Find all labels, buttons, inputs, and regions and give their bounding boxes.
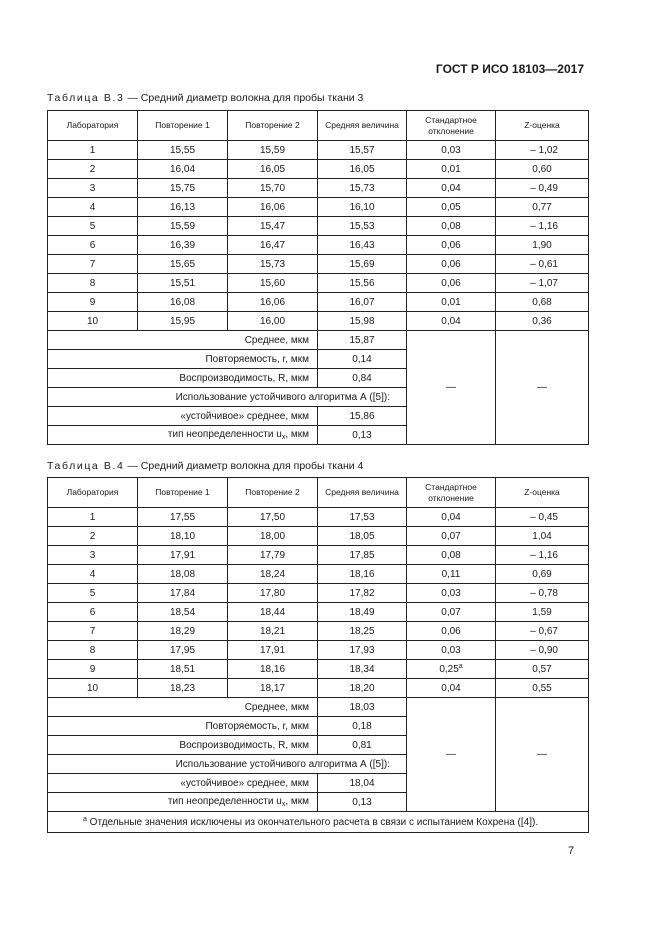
cell-rep1: 18,08 [138, 565, 228, 584]
table-row [48, 198, 589, 217]
col-header-rep1: Повторение 1 [138, 478, 228, 508]
cell-rep1: 16,39 [138, 236, 228, 255]
cell-sd: 0,04 [407, 679, 496, 698]
cell-rep2: 17,91 [228, 641, 318, 660]
cell-rep2: 15,70 [228, 179, 318, 198]
summary-mean-value: 18,03 [318, 698, 407, 717]
summary-mean-label: Среднее, мкм [48, 698, 318, 717]
table-b3-caption [47, 92, 363, 104]
cell-rep1: 15,59 [138, 217, 228, 236]
cell-sd: 0,25$^a$ [407, 660, 496, 679]
cell-z: – 0,78 [496, 584, 589, 603]
cell-rep1: 15,75 [138, 179, 228, 198]
cell-rep2: 16,06 [228, 198, 318, 217]
cell-rep1: 15,95 [138, 312, 228, 331]
cell-sd: 0,04 [407, 508, 496, 527]
cell-z: – 1,07 [496, 274, 589, 293]
cell-sd: 0,07 [407, 527, 496, 546]
table-header-row [48, 478, 589, 508]
cell-mean: 15,98 [318, 312, 407, 331]
cell-sd: 0,05 [407, 198, 496, 217]
cell-rep1: 17,95 [138, 641, 228, 660]
table-row [48, 622, 589, 641]
cell-lab: 4 [48, 565, 138, 584]
cell-mean: 18,49 [318, 603, 407, 622]
cell-sd: 0,06 [407, 255, 496, 274]
cell-rep2: 18,21 [228, 622, 318, 641]
summary-reproducibility-label: Воспроизводимость, R, мкм [48, 736, 318, 755]
cell-rep2: 15,59 [228, 141, 318, 160]
summary-robust-mean-value: 18,04 [318, 774, 407, 793]
summary-sd-dash: — [407, 698, 496, 812]
summary-row-mean [48, 698, 589, 717]
cell-rep2: 15,60 [228, 274, 318, 293]
cell-mean: 18,34 [318, 660, 407, 679]
cell-rep1: 18,10 [138, 527, 228, 546]
cell-sd: 0,06 [407, 274, 496, 293]
cell-lab: 6 [48, 236, 138, 255]
table-row [48, 274, 589, 293]
summary-repeatability-value: 0,14 [318, 350, 407, 369]
footnote [48, 812, 589, 833]
cell-mean: 18,16 [318, 565, 407, 584]
table-row [48, 546, 589, 565]
summary-repeatability-label: Повторяемость, r, мкм [48, 717, 318, 736]
footnote-row [48, 812, 589, 833]
col-header-lab: Лаборатория [48, 478, 138, 508]
cell-z: – 1,16 [496, 546, 589, 565]
col-header-mean: Средняя величина [318, 111, 407, 141]
table-row [48, 236, 589, 255]
cell-lab: 8 [48, 641, 138, 660]
cell-mean: 15,56 [318, 274, 407, 293]
cell-rep1: 15,65 [138, 255, 228, 274]
summary-reproducibility-value: 0,81 [318, 736, 407, 755]
cell-mean: 18,20 [318, 679, 407, 698]
cell-rep2: 16,47 [228, 236, 318, 255]
cell-z: 0,77 [496, 198, 589, 217]
cell-lab: 9 [48, 660, 138, 679]
cell-rep2: 16,06 [228, 293, 318, 312]
summary-uncertainty-label: тип неопределенности $u_x$, мкм [48, 793, 318, 812]
footnote-text: Отдельные значения исключены из окончательного расчета в связи с испытанием Кохрена ([4]). [86, 817, 539, 828]
cell-lab: 7 [48, 255, 138, 274]
cell-lab: 10 [48, 679, 138, 698]
summary-robust-mean-value: 15,86 [318, 407, 407, 426]
cell-lab: 9 [48, 293, 138, 312]
summary-z-dash: — [496, 698, 589, 812]
footnote-ref-mark: a [458, 663, 463, 670]
cell-sd: 0,06 [407, 236, 496, 255]
table-row [48, 312, 589, 331]
cell-rep2: 18,24 [228, 565, 318, 584]
cell-rep2: 18,17 [228, 679, 318, 698]
cell-rep2: 17,79 [228, 546, 318, 565]
cell-sd: 0,04 [407, 179, 496, 198]
cell-sd: 0,11 [407, 565, 496, 584]
cell-sd: 0,01 [407, 160, 496, 179]
cell-mean: 15,69 [318, 255, 407, 274]
col-header-z: Z-оценка [496, 111, 589, 141]
cell-rep1: 17,84 [138, 584, 228, 603]
col-header-rep2: Повторение 2 [228, 478, 318, 508]
cell-mean: 15,57 [318, 141, 407, 160]
cell-rep2: 18,00 [228, 527, 318, 546]
cell-rep1: 16,13 [138, 198, 228, 217]
cell-rep2: 15,47 [228, 217, 318, 236]
summary-z-dash: — [496, 331, 589, 445]
table-row [48, 527, 589, 546]
summary-robust-mean-label: «устойчивое» среднее, мкм [48, 407, 318, 426]
col-header-sd: Стандартное отклонение [407, 478, 496, 508]
cell-lab: 5 [48, 217, 138, 236]
cell-mean: 18,25 [318, 622, 407, 641]
cell-mean: 17,85 [318, 546, 407, 565]
cell-lab: 10 [48, 312, 138, 331]
cell-rep2: 18,16 [228, 660, 318, 679]
table-row [48, 641, 589, 660]
cell-sd: 0,08 [407, 546, 496, 565]
cell-z: 1,04 [496, 527, 589, 546]
summary-sd-dash: — [407, 331, 496, 445]
table-row [48, 217, 589, 236]
cell-lab: 4 [48, 198, 138, 217]
summary-repeatability-value: 0,18 [318, 717, 407, 736]
cell-rep1: 17,91 [138, 546, 228, 565]
table-row [48, 584, 589, 603]
cell-lab: 1 [48, 141, 138, 160]
cell-lab: 3 [48, 179, 138, 198]
cell-lab: 5 [48, 584, 138, 603]
summary-reproducibility-label: Воспроизводимость, R, мкм [48, 369, 318, 388]
table-row [48, 293, 589, 312]
cell-mean: 18,05 [318, 527, 407, 546]
table-b4-caption-label: Таблица В.4 [47, 460, 125, 472]
cell-rep2: 17,50 [228, 508, 318, 527]
cell-lab: 1 [48, 508, 138, 527]
table-row [48, 603, 589, 622]
cell-rep1: 15,51 [138, 274, 228, 293]
cell-mean: 17,82 [318, 584, 407, 603]
cell-lab: 2 [48, 527, 138, 546]
cell-rep2: 16,00 [228, 312, 318, 331]
table-b3-caption-label: Таблица В.3 [47, 92, 125, 104]
cell-rep2: 18,44 [228, 603, 318, 622]
table-b4-caption [47, 460, 363, 472]
cell-rep1: 17,55 [138, 508, 228, 527]
table-row [48, 160, 589, 179]
table-row [48, 679, 589, 698]
summary-algorithm-label: Использование устойчивого алгоритма А ([5]): [48, 755, 407, 774]
cell-z: 0,36 [496, 312, 589, 331]
summary-mean-label: Среднее, мкм [48, 331, 318, 350]
cell-z: 0,68 [496, 293, 589, 312]
cell-mean: 17,93 [318, 641, 407, 660]
table-b4 [47, 477, 589, 833]
table-row [48, 508, 589, 527]
cell-lab: 6 [48, 603, 138, 622]
cell-sd: 0,03 [407, 641, 496, 660]
cell-rep2: 17,80 [228, 584, 318, 603]
col-header-rep2: Повторение 2 [228, 111, 318, 141]
table-row [48, 255, 589, 274]
table-b3 [47, 110, 589, 445]
cell-z: 1,90 [496, 236, 589, 255]
summary-algorithm-label: Использование устойчивого алгоритма А ([5]): [48, 388, 407, 407]
cell-sd: 0,03 [407, 584, 496, 603]
cell-mean: 17,53 [318, 508, 407, 527]
table-row [48, 141, 589, 160]
summary-robust-mean-label: «устойчивое» среднее, мкм [48, 774, 318, 793]
cell-z: 0,57 [496, 660, 589, 679]
cell-z: – 0,90 [496, 641, 589, 660]
cell-rep2: 16,05 [228, 160, 318, 179]
cell-mean: 16,07 [318, 293, 407, 312]
table-row [48, 565, 589, 584]
cell-z: 1,59 [496, 603, 589, 622]
cell-z: – 1,02 [496, 141, 589, 160]
cell-z: 0,55 [496, 679, 589, 698]
cell-sd: 0,03 [407, 141, 496, 160]
cell-mean: 15,73 [318, 179, 407, 198]
cell-lab: 2 [48, 160, 138, 179]
cell-mean: 15,53 [318, 217, 407, 236]
cell-sd: 0,04 [407, 312, 496, 331]
cell-sd: 0,06 [407, 622, 496, 641]
summary-row-mean [48, 331, 589, 350]
col-header-sd: Стандартное отклонение [407, 111, 496, 141]
table-header-row [48, 111, 589, 141]
cell-z: – 0,61 [496, 255, 589, 274]
cell-mean: 16,43 [318, 236, 407, 255]
col-header-rep1: Повторение 1 [138, 111, 228, 141]
cell-lab: 7 [48, 622, 138, 641]
col-header-z: Z-оценка [496, 478, 589, 508]
table-row [48, 179, 589, 198]
summary-uncertainty-value: 0,13 [318, 793, 407, 812]
cell-rep1: 18,23 [138, 679, 228, 698]
footnote-mark: a [83, 816, 87, 823]
col-header-mean: Средняя величина [318, 478, 407, 508]
cell-rep1: 15,55 [138, 141, 228, 160]
summary-mean-value: 15,87 [318, 331, 407, 350]
table-row [48, 660, 589, 679]
cell-rep1: 18,51 [138, 660, 228, 679]
summary-repeatability-label: Повторяемость, r, мкм [48, 350, 318, 369]
cell-z: – 0,45 [496, 508, 589, 527]
col-header-lab: Лаборатория [48, 111, 138, 141]
cell-lab: 3 [48, 546, 138, 565]
cell-sd: 0,08 [407, 217, 496, 236]
document-standard-header: ГОСТ Р ИСО 18103—2017 [435, 62, 584, 76]
table-b4-caption-text: — Средний диаметр волокна для пробы ткани 4 [124, 460, 364, 472]
cell-z: 0,60 [496, 160, 589, 179]
cell-lab: 8 [48, 274, 138, 293]
cell-rep2: 15,73 [228, 255, 318, 274]
cell-rep1: 16,04 [138, 160, 228, 179]
cell-z: – 0,49 [496, 179, 589, 198]
cell-mean: 16,10 [318, 198, 407, 217]
cell-z: – 0,67 [496, 622, 589, 641]
page-number: 7 [568, 845, 575, 857]
table-b3-caption-text: — Средний диаметр волокна для пробы ткани 3 [124, 92, 364, 104]
summary-reproducibility-value: 0,84 [318, 369, 407, 388]
cell-rep1: 16,08 [138, 293, 228, 312]
summary-uncertainty-value: 0,13 [318, 426, 407, 445]
cell-rep1: 18,54 [138, 603, 228, 622]
summary-uncertainty-label: тип неопределенности $u_x$, мкм [48, 426, 318, 445]
cell-z: 0,69 [496, 565, 589, 584]
cell-sd: 0,01 [407, 293, 496, 312]
cell-z: – 1,16 [496, 217, 589, 236]
cell-sd: 0,07 [407, 603, 496, 622]
cell-rep1: 18,29 [138, 622, 228, 641]
cell-mean: 16,05 [318, 160, 407, 179]
